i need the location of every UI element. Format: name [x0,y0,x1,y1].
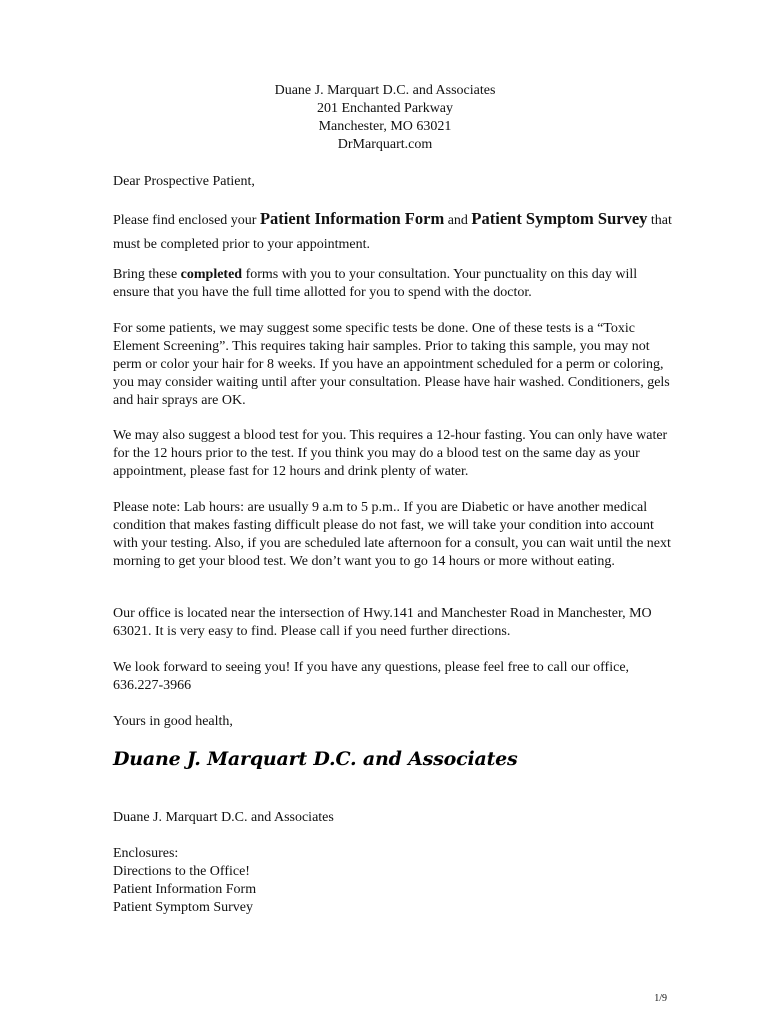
bring-completed-emphasis: completed [180,267,243,282]
bring-prefix: Bring these [113,267,181,282]
letterhead-website: DrMarquart.com [337,137,433,152]
enclosures [113,845,673,917]
bring-suffix: forms with you to your consultation. Your punctuality on this day will ensure that you have the full time allotted for you to spend with the doctor. [113,267,638,300]
forms-suffix: that must be completed prior to your appointment. [113,213,672,252]
forms-prefix: Please find enclosed your [113,213,260,228]
closing: Yours in good health, [113,714,233,729]
signer-name: Duane J. Marquart D.C. and Associates [113,810,334,825]
letterhead-practice-name: Duane J. Marquart D.C. and Associates [274,83,496,98]
signature: Duane J. Marquart D.C. and Associates [113,748,518,770]
patient-symptom-survey-title: Patient Symptom Survey [471,209,648,228]
location-paragraph: Our office is located near the intersection of Hwy.141 and Manchester Road in Manchester, MO 63021. It is very easy to find. Please call if you need further directions. [113,606,652,639]
forms-paragraph [113,207,673,257]
salutation: Dear Prospective Patient, [113,174,255,189]
enclosures-heading: Enclosures: [113,846,179,861]
lab-hours-paragraph: Please note: Lab hours: are usually 9 a.m to 5 p.m.. If you are Diabetic or have another medical condition that makes fasting difficult please do not fast, we will take your condition into account with your testing. Also, if you are scheduled late afternoon for a consult, you can wait until the next morning to get your blood test. We don’t want you to go 14 hours or more without eating. [113,500,671,569]
tests-paragraph: For some patients, we may suggest some specific tests be done. One of these tests is a “Toxic Element Screening”. This requires taking hair samples. Prior to taking this sample, you may not perm or color your hair for 8 weeks. If you have an appointment scheduled for a perm or coloring, you may consider waiting until after your consultation. Please have hair washed. Conditioners, gels and hair sprays are OK. [113,321,670,408]
letterhead-city: Manchester, MO 63021 [318,119,452,134]
forms-and: and [444,213,472,228]
patient-information-form-title: Patient Information Form [259,209,445,228]
page-number: 1/9 [654,993,667,1004]
letterhead-street: 201 Enchanted Parkway [316,101,454,116]
enclosure-item: Patient Symptom Survey [113,900,253,915]
enclosure-item: Patient Information Form [113,882,257,897]
bring-paragraph [113,266,673,302]
forward-paragraph: We look forward to seeing you! If you have any questions, please feel free to call our office, 636.227-3966 [113,660,630,693]
blood-test-paragraph: We may also suggest a blood test for you. This requires a 12-hour fasting. You can only have water for the 12 hours prior to the test. If you think you may do a blood test on the same day as your appointment, please fast for 12 hours and drink plenty of water. [113,428,668,479]
letterhead [0,82,770,154]
enclosure-item: Directions to the Office! [113,864,250,879]
